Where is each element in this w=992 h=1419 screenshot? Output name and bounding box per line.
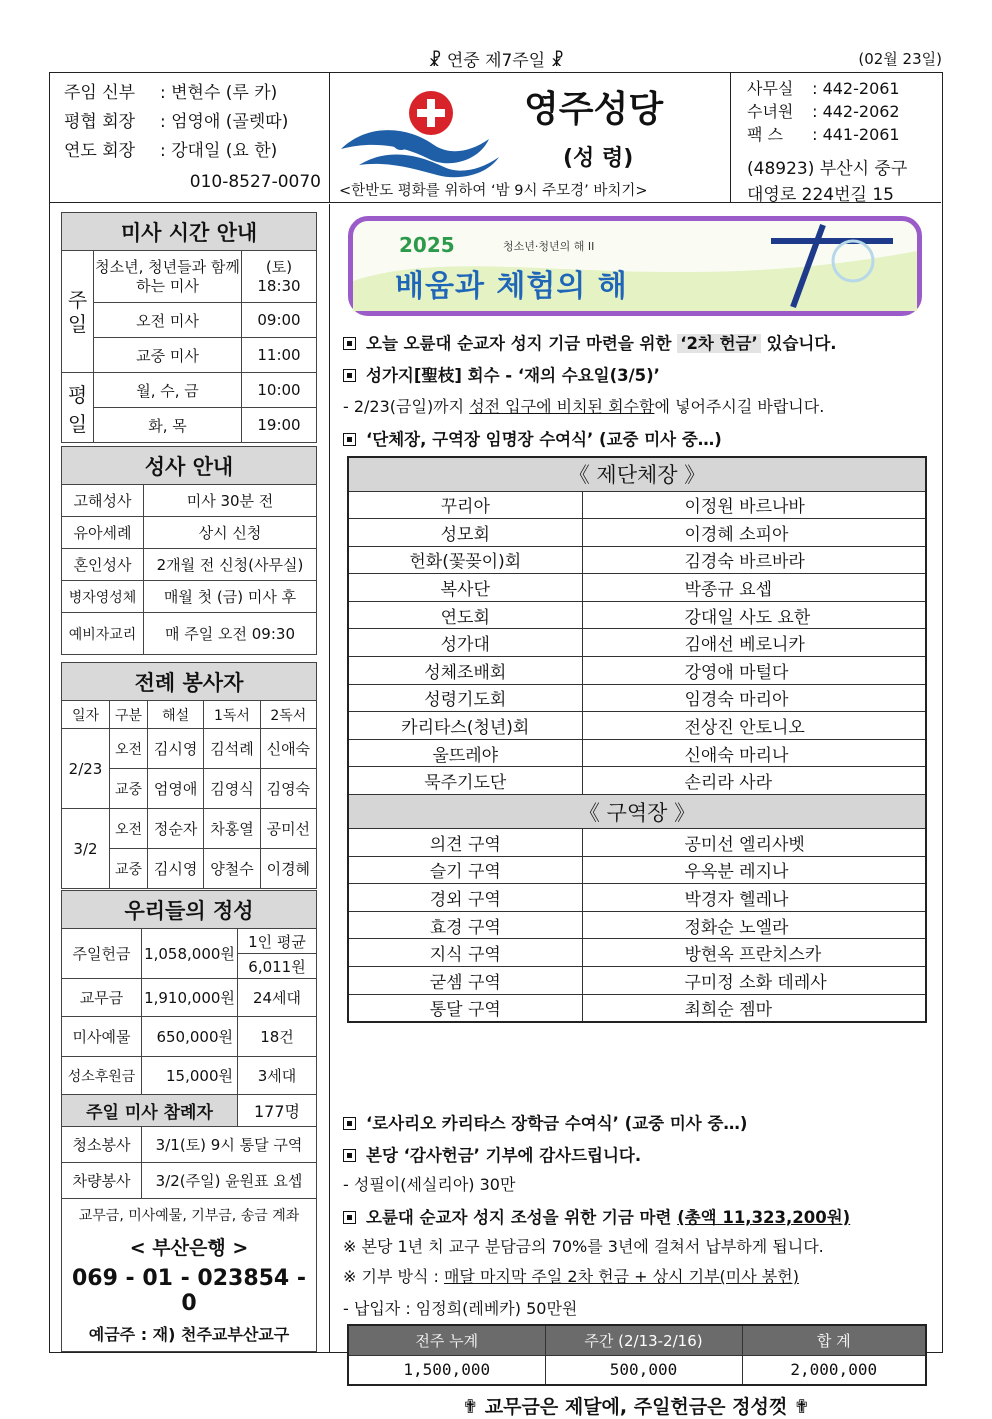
staff-block: [50, 73, 330, 203]
server-name: 김석례: [204, 729, 260, 769]
notice-fund-method: [343, 1264, 799, 1287]
fund-header: 주간 (2/13-2/16): [545, 1325, 742, 1355]
contact-label: 사무실: [747, 79, 794, 98]
bullet-icon: [343, 369, 356, 382]
roster-org: 굳셈 구역: [348, 967, 582, 995]
roster-person: 방현옥 프란치스카: [582, 939, 926, 967]
staff-label: 평협 회장: [64, 112, 136, 132]
notice-palm-detail: [343, 394, 824, 417]
roster-row: [348, 629, 926, 657]
roster-row: [348, 491, 926, 519]
mass-name: 교중 미사: [94, 338, 242, 373]
server-name: 김영숙: [260, 769, 316, 809]
notice-text: 있습니다.: [760, 334, 837, 353]
server-name: 신애숙: [260, 729, 316, 769]
account-holder: 예금주 : 재) 천주교부산교구: [88, 1325, 290, 1344]
roster-person: 박경자 헬레나: [582, 884, 926, 912]
bulletin-frame: [49, 72, 943, 1418]
offering-note: 6,011원: [238, 954, 317, 979]
roster-row: [348, 601, 926, 629]
fund-value: 2,000,000: [742, 1355, 926, 1385]
roster-person: 김경숙 바르바라: [582, 546, 926, 574]
offering-note: 24세대: [238, 979, 317, 1017]
roster-org: 효경 구역: [348, 911, 582, 939]
staff-row: [64, 79, 321, 108]
roster-org: 통달 구역: [348, 994, 582, 1022]
staff-value: : 변현수 (루 카): [160, 83, 278, 103]
roster-org: 성가대: [348, 629, 582, 657]
notice-underline: 매달 마지막 주일 2차 헌금 + 상시 기부(미사 봉헌): [443, 1267, 799, 1286]
roster-person: 이경혜 소피아: [582, 519, 926, 547]
roster-person: 박종규 요셉: [582, 574, 926, 602]
church-name: 영주성당: [524, 88, 664, 130]
contact-label: 팩 스: [747, 125, 783, 144]
notice-fund: [343, 1204, 850, 1228]
appointments-table: [347, 456, 927, 1023]
roster-row: [348, 911, 926, 939]
roster-person: 김애선 베로니카: [582, 629, 926, 657]
roster-org: 울뜨레야: [348, 739, 582, 767]
notice-fund-payer: - 납입자 : 임정희(레베카) 50만원: [343, 1299, 578, 1318]
sunday-label: 주일: [62, 251, 94, 373]
offering-amount: 1,058,000원: [142, 929, 238, 979]
contact-row: [747, 100, 941, 123]
roster-org: 성체조배회: [348, 657, 582, 685]
server-name: 공미선: [260, 809, 316, 849]
duty-name: 차량봉사: [62, 1163, 142, 1199]
contact-value: : 442-2062: [812, 102, 900, 121]
roster-org: 경외 구역: [348, 884, 582, 912]
roster-row: [348, 739, 926, 767]
roster-org: 연도회: [348, 601, 582, 629]
duty-name: 청소봉사: [62, 1127, 142, 1163]
servers-header: 해설: [148, 701, 204, 729]
mass-time: (토) 18:30: [242, 251, 317, 303]
address-line: (48923) 부산시 중구: [747, 159, 908, 179]
mass-time: 11:00: [242, 338, 317, 373]
bullet-icon: [343, 1211, 356, 1224]
offering-note: 1인 평균: [238, 929, 317, 954]
roster-person: 구미정 소화 데레사: [582, 967, 926, 995]
mass-name: 월, 수, 금: [94, 373, 242, 408]
sacrament-value: 상시 신청: [144, 517, 317, 549]
sacrament-value: 매월 첫 (금) 미사 후: [144, 581, 317, 613]
notice-text: 오륜대 순교자 성지 조성을 위한 기금 마련: [366, 1208, 678, 1227]
fund-header: 합 계: [742, 1325, 926, 1355]
server-name: 엄영애: [148, 769, 204, 809]
servers-header: 1독서: [204, 701, 260, 729]
address-line: 대영로 224번길 15: [747, 185, 894, 205]
church-logo-icon: [339, 87, 509, 177]
offerings-title: 우리들의 정성: [62, 891, 317, 929]
server-name: 양철수: [204, 849, 260, 889]
sacrament-name: 병자영성체: [62, 581, 144, 613]
banner-title: 배움과 체험의 해: [395, 269, 628, 304]
mass-name: 화, 목: [94, 408, 242, 443]
address: [747, 156, 941, 208]
roster-groups: [348, 491, 926, 795]
server-name: 차홍열: [204, 809, 260, 849]
offering-name: 교무금: [62, 979, 142, 1017]
server-type: 오전: [110, 729, 148, 769]
mass-times-title: 미사 시간 안내: [62, 213, 317, 251]
server-name: 김시영: [148, 729, 204, 769]
roster-row: [348, 684, 926, 712]
duty-value: 3/2(주일) 윤원표 요셉: [142, 1163, 317, 1199]
notice-text: 에 넣어주시길 바랍니다.: [654, 397, 825, 416]
roster-row: [348, 994, 926, 1022]
roster-org: 슬기 구역: [348, 856, 582, 884]
bulletin-date: (02월 23일): [858, 50, 942, 68]
church-subtitle: (성 령): [563, 146, 634, 171]
staff-value: : 엄영애 (골렛따): [160, 112, 289, 132]
roster-row: [348, 856, 926, 884]
weekday-label: 평일: [62, 373, 94, 443]
contact-row: [747, 123, 941, 146]
contact-value: : 442-2061: [812, 79, 900, 98]
offering-amount: 15,000원: [142, 1057, 238, 1095]
server-type: 교중: [110, 849, 148, 889]
notice-second-collection: [343, 330, 837, 354]
roster-person: 임경숙 마리아: [582, 684, 926, 712]
mass-time: 10:00: [242, 373, 317, 408]
staff-label: 주임 신부: [64, 83, 136, 103]
roster-person: 공미선 엘리사벳: [582, 829, 926, 857]
roster-org: 성령기도회: [348, 684, 582, 712]
sacraments-table: [61, 446, 317, 655]
roster-row: [348, 767, 926, 795]
staff-phone: 010-8527-0070: [189, 172, 321, 192]
roster-row: [348, 884, 926, 912]
servers-header: 2독서: [260, 701, 316, 729]
offering-amount: 650,000원: [142, 1017, 238, 1057]
notice-text: - 2/23(금일)까지: [343, 397, 470, 416]
roster-org: 성모회: [348, 519, 582, 547]
bullet-icon: [343, 433, 356, 446]
sacrament-name: 유아세례: [62, 517, 144, 549]
fund-header: 전주 누계: [348, 1325, 545, 1355]
mass-name: 청소년, 청년들과 함께 하는 미사: [94, 251, 242, 303]
staff-label: 연도 회장: [64, 141, 136, 161]
contact-value: : 441-2061: [812, 125, 900, 144]
roster-org: 묵주기도단: [348, 767, 582, 795]
servers-header: 구분: [110, 701, 148, 729]
offering-name: 성소후원금: [62, 1057, 142, 1095]
offering-name: 주일헌금: [62, 929, 142, 979]
attendance-label: 주일 미사 참례자: [62, 1095, 238, 1127]
roster-section-title: 《 구역장 》: [348, 795, 926, 829]
staff-value: : 강대일 (요 한): [160, 141, 278, 161]
server-name: 김시영: [148, 849, 204, 889]
contact-row: [747, 77, 941, 100]
roster-row: [348, 574, 926, 602]
notice-thanks-detail: - 성필이(세실리아) 30만: [343, 1175, 516, 1194]
banner-small: 청소년·청년의 해 II: [503, 240, 595, 253]
server-name: 김영식: [204, 769, 260, 809]
sacrament-value: 미사 30분 전: [144, 485, 317, 517]
notice-palm-return: [343, 362, 660, 386]
roster-org: 의견 구역: [348, 829, 582, 857]
offering-name: 미사예물: [62, 1017, 142, 1057]
bullet-icon: [343, 1149, 356, 1162]
notice-highlight: ‘2차 헌금’: [677, 334, 761, 353]
notice-text: ‘로사리오 카리타스 장학금 수여식’ (교중 미사 중…): [366, 1114, 748, 1133]
roster-org: 카리타스(청년)회: [348, 712, 582, 740]
offering-note: 3세대: [238, 1057, 317, 1095]
server-type: 교중: [110, 769, 148, 809]
attendance-count: 177명: [238, 1095, 317, 1127]
notice-text: 성가지[聖枝] 회수 - ‘재의 수요일(3/5)’: [366, 366, 660, 385]
roster-districts: [348, 829, 926, 1022]
roster-org: 지식 구역: [348, 939, 582, 967]
notice-thanks: [343, 1142, 641, 1166]
notice-appointment: [343, 426, 722, 450]
liturgical-title: ☧ 연중 제7주일 ☧: [428, 51, 564, 71]
roster-person: 우옥분 레지나: [582, 856, 926, 884]
notice-text: 오늘 오륜대 순교자 성지 기금 마련을 위한: [366, 334, 678, 353]
notice-underline: 성전 입구에 비치된 회수함: [469, 397, 655, 416]
church-title-block: [331, 73, 730, 203]
server-name: 이경혜: [260, 849, 316, 889]
contact-block: [730, 73, 941, 203]
roster-row: [348, 939, 926, 967]
roster-org: 꾸리아: [348, 491, 582, 519]
notice-scholarship: [343, 1110, 747, 1134]
account-box: [62, 1199, 317, 1352]
mass-time: 19:00: [242, 408, 317, 443]
left-sidebar: [50, 204, 330, 1353]
footer-slogan: ✟ 교무금은 제달에, 주일헌금은 정성껏 ✟: [462, 1396, 810, 1418]
bank-name: < 부산은행 >: [129, 1237, 249, 1259]
offering-amount: 1,910,000원: [142, 979, 238, 1017]
sacrament-value: 2개월 전 신청(사무실): [144, 549, 317, 581]
roster-org: 복사단: [348, 574, 582, 602]
banner-year: 2025: [399, 233, 455, 257]
bullet-icon: [343, 1117, 356, 1130]
roster-section-title: 《 제단체장 》: [348, 457, 926, 491]
sacrament-name: 혼인성사: [62, 549, 144, 581]
roster-row: [348, 829, 926, 857]
account-number: 069 - 01 - 023854 - 0: [71, 1266, 307, 1316]
staff-row: [64, 137, 321, 166]
servers-header: 일자: [62, 701, 110, 729]
fund-table: [347, 1324, 927, 1386]
roster-person: 강영애 마털다: [582, 657, 926, 685]
notice-fund-note: ※ 본당 1년 치 교구 분담금의 70%를 3년에 걸쳐서 납부하게 됩니다.: [343, 1237, 824, 1256]
offerings-table: [61, 890, 317, 1352]
roster-person: 신애숙 마리나: [582, 739, 926, 767]
notice-text: ※ 기부 방식 :: [343, 1267, 444, 1286]
sacrament-name: 고해성사: [62, 485, 144, 517]
server-name: 정순자: [148, 809, 204, 849]
staff-row: [64, 108, 321, 137]
fund-value: 500,000: [545, 1355, 742, 1385]
bullet-icon: [343, 337, 356, 350]
notices-column: [331, 204, 941, 1418]
roster-person: 정화순 노엘라: [582, 911, 926, 939]
sacrament-value: 매 주일 오전 09:30: [144, 613, 317, 655]
notice-text: 본당 ‘감사헌금’ 기부에 감사드립니다.: [366, 1146, 642, 1165]
offering-note: 18건: [238, 1017, 317, 1057]
server-type: 오전: [110, 809, 148, 849]
mass-time: 09:00: [242, 303, 317, 338]
notice-text: ‘단체장, 구역장 임명장 수여식’ (교중 미사 중…): [366, 430, 722, 449]
roster-person: 전상진 안토니오: [582, 712, 926, 740]
bulletin-header: [50, 73, 941, 203]
sacrament-name: 예비자교리: [62, 613, 144, 655]
peace-slogan: <한반도 평화를 위하여 ‘밤 9시 주모경’ 바치기>: [339, 183, 648, 199]
servers-table: [61, 662, 317, 889]
roster-person: 최희순 젬마: [582, 994, 926, 1022]
roster-row: [348, 519, 926, 547]
account-label: 교무금, 미사예물, 기부금, 송금 계좌: [78, 1208, 300, 1224]
duty-value: 3/1(토) 9시 통달 구역: [142, 1127, 317, 1163]
roster-row: [348, 967, 926, 995]
roster-org: 헌화(꽃꽂이)회: [348, 546, 582, 574]
mass-times-table: [61, 212, 317, 443]
mass-name: 오전 미사: [94, 303, 242, 338]
notice-underline: (총액 11,323,200원): [677, 1208, 851, 1227]
server-date: 3/2: [62, 809, 110, 889]
roster-person: 손리라 사라: [582, 767, 926, 795]
roster-row: [348, 712, 926, 740]
fund-value: 1,500,000: [348, 1355, 545, 1385]
servers-title: 전례 봉사자: [62, 663, 317, 701]
roster-person: 이정원 바르나바: [582, 491, 926, 519]
contact-label: 수녀원: [747, 102, 794, 121]
year-theme-banner: [348, 216, 922, 316]
server-date: 2/23: [62, 729, 110, 809]
sacraments-title: 성사 안내: [62, 447, 317, 485]
roster-row: [348, 546, 926, 574]
roster-person: 강대일 사도 요한: [582, 601, 926, 629]
top-line: [0, 46, 992, 70]
roster-row: [348, 657, 926, 685]
